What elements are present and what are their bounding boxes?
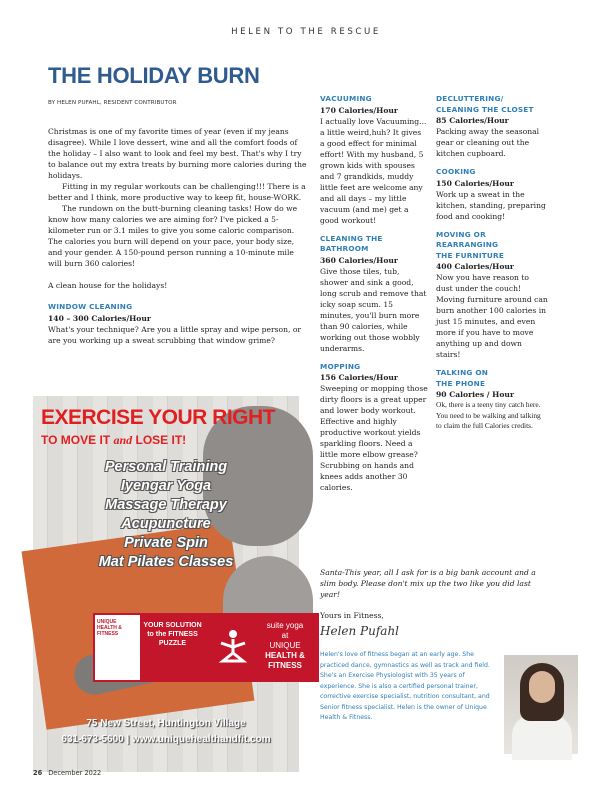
ad-sub-part-2: LOSE IT! (135, 433, 187, 447)
ad-address: 75 New Street, Huntington Village (86, 718, 246, 729)
ad-service: Personal Training (104, 459, 228, 475)
intro-paragraph-3: The rundown on the butt-burning cleaning tasks! How do we know how many calories we are aiming for? I've picked a 5-kilometer run or 3.1 miles to give you some caloric comparison. The calories you burn will depend on your pace, your body size, and your gender. A 150-pound person running a 10-minute mile will burn 360 calories! (48, 204, 298, 268)
running-head: HELEN TO THE RESCUE (231, 27, 381, 37)
issue-date: December 2022 (48, 769, 102, 777)
closing-note: Santa-This year, all I ask for is a big bank account and a slim body. Please don't mix up the two like you did last year! (320, 568, 536, 599)
suite-yoga-text (255, 621, 315, 671)
section-calories-furniture: 400 Calories/Hour (436, 262, 514, 271)
section-heading-closet-1: DECLUTTERING/ (436, 94, 504, 103)
byline: BY HELEN PUFAHL, RESIDENT CONTRIBUTOR (48, 100, 177, 106)
ad-service: Mat Pilates Classes (98, 554, 234, 570)
author-bio: Helen's love of fitness began at an early age. She practiced dance, gymnastics as well as track and field. She's an Exercise Physiologist with 35 years of experience. She is also a certified personal trainer, corrective exercise specialist, nutrition consultant, and Senior fitness specialist. Helen is the owner of Unique Health & Fitness. (320, 651, 490, 721)
page-footer (33, 769, 101, 777)
section-heading-bathroom-1: CLEANING THE (320, 233, 383, 243)
section-calories-phone: 90 Calories / Hour (436, 390, 514, 399)
advertisement (33, 396, 305, 772)
section-heading-window: WINDOW CLEANING (48, 302, 133, 311)
section-text-cooking: Work up a sweat in the kitchen, standing, preparing food and cooking! (436, 189, 546, 221)
section-text-furniture: Now you have reason to dust under the couch! Moving furniture around can burn another 100 calories in just 15 minutes, and even more if you have to move anything up and down stairs! (436, 273, 548, 359)
suite-yoga-logo (205, 613, 319, 682)
ad-subheadline (41, 433, 186, 448)
column-1 (48, 126, 308, 346)
section-calories-vacuuming: 170 Calories/Hour (320, 105, 398, 115)
section-text-bathroom: Give those tiles, tub, shower and sink a good, long scrub and remove that icky soap scum. 15 minutes, you'll burn more than 90 calories, while working out those wobbly underarms. (320, 266, 427, 353)
section-heading-furniture-3: THE FURNITURE (436, 250, 505, 260)
section-heading-phone-2: THE PHONE (436, 378, 486, 388)
unique-health-logo (93, 613, 207, 682)
section-heading-bathroom-2: BATHROOM (320, 244, 369, 253)
ad-sub-and: and (113, 433, 133, 447)
ad-service: Acupuncture (121, 516, 211, 532)
section-calories-closet: 85 Calories/Hour (436, 116, 509, 125)
section-text-mopping: Sweeping or mopping those dirty floors is a great upper and lower body workout. Effective and highly productive workout yields sparkling floors. Need a little more elbow grease? Scrubbing on hands and knees adds another 30 calories. (320, 384, 428, 492)
ad-service: Iyengar Yoga (120, 478, 212, 494)
section-calories-bathroom: 360 Calories/Hour (320, 255, 398, 265)
intro-paragraph-2: Fitting in my regular workouts can be challenging!!! There is a better and I think, more productive way to keep fit, house-WORK. (48, 182, 306, 202)
section-heading-furniture-2: REARRANGING (436, 240, 499, 249)
section-text-vacuuming: I actually love Vacuuming... a little weird,huh? It gives a good effect for minimal effort! With my husband, 5 grown kids with spouses and 7 grandkids, muddy little feet are welcome any and all days – my little vacuum (and me) get a good workout! (320, 116, 427, 225)
intro-paragraph-4: A clean house for the holidays! (48, 281, 168, 290)
logo-solution-text: YOUR SOLUTION to the FITNESS PUZZLE (140, 615, 205, 680)
author-photo (504, 655, 578, 754)
suite-yoga-line-1: suite yoga (266, 621, 304, 630)
section-heading-vacuuming: VACUUMING (320, 94, 372, 103)
suite-yoga-line-4: HEALTH & FITNESS (265, 651, 305, 670)
ad-service: Massage Therapy (105, 497, 227, 513)
section-text-window: What's your technique? Are you a little spray and wipe person, or are you working up a sweat scrubbing that window grime? (48, 324, 302, 345)
yoga-figure-icon (215, 627, 251, 667)
section-heading-phone-1: TALKING ON (436, 368, 489, 377)
sign-off: Yours in Fitness, (320, 611, 384, 620)
suite-yoga-line-2: at (281, 631, 289, 640)
page-number: 26 (33, 769, 43, 777)
intro-paragraph-1: Christmas is one of my favorite times of year (even if my jeans disagree). While I love dessert, wine and all the comfort foods of the holiday – I also want to look and feel my best. That's why I try to balance out my extra treats by burning more calories during the holidays. (48, 127, 307, 180)
column-3 (436, 94, 548, 432)
section-heading-cooking: COOKING (436, 167, 476, 176)
suite-yoga-line-3: UNIQUE (269, 641, 301, 650)
ad-service: Private Spin (124, 535, 208, 551)
article-title: THE HOLIDAY BURN (48, 63, 260, 88)
section-heading-furniture-1: MOVING OR (436, 229, 486, 239)
section-heading-mopping: MOPPING (320, 361, 361, 371)
ad-contact: 631-673-5600 | www.uniquehealthandfit.com (61, 734, 271, 745)
section-calories-cooking: 150 Calories/Hour (436, 178, 514, 188)
logo-brand-text: UNIQUE HEALTH & FITNESS (97, 619, 122, 637)
section-calories-mopping: 156 Calories/Hour (320, 373, 398, 382)
ad-sub-part-1: TO MOVE IT (41, 433, 111, 447)
signature: Helen Pufahl (320, 624, 400, 638)
ad-headline: EXERCISE YOUR RIGHT (41, 406, 275, 429)
section-text-closet: Packing away the seasonal gear or cleaning out the kitchen cupboard. (436, 127, 540, 158)
section-heading-closet-2: CLEANING THE CLOSET (436, 104, 534, 114)
section-text-phone: Ok, there is a teeny tiny catch here. You need to be walking and talking to claim the full Calories credits. (436, 400, 541, 430)
column-2 (320, 94, 428, 493)
section-calories-window: 140 – 300 Calories/Hour (48, 313, 151, 323)
